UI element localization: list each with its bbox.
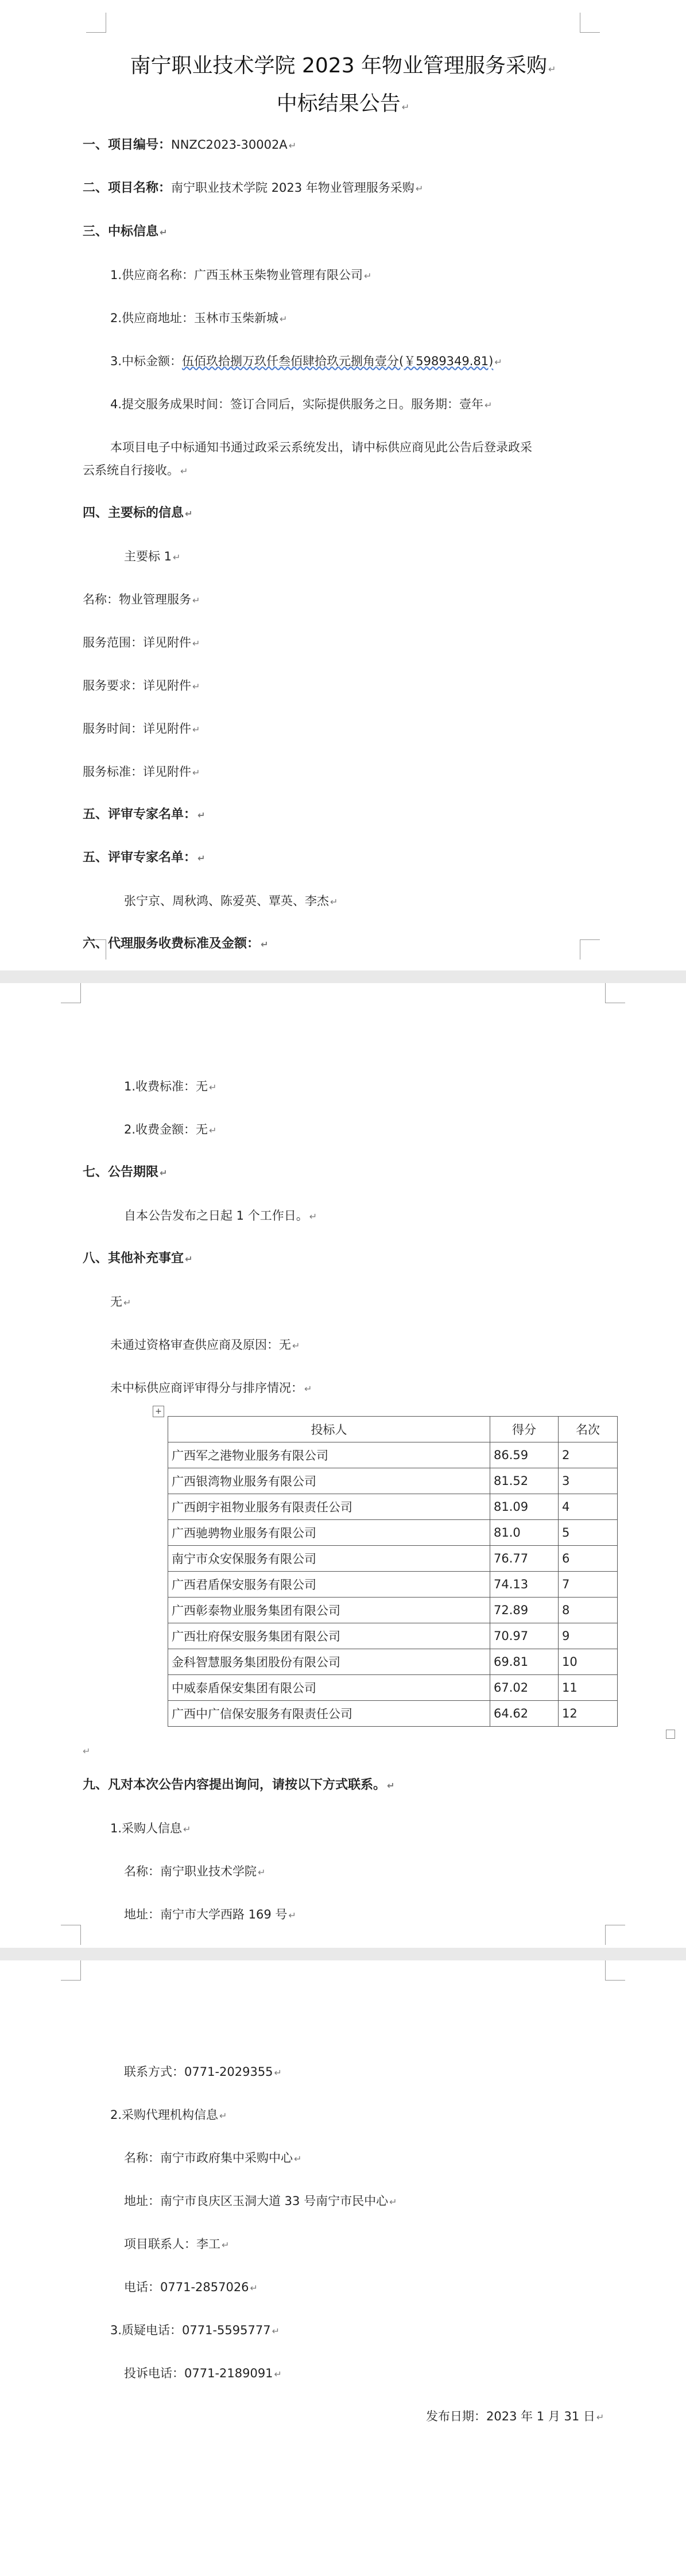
document-title-line-2: 中标结果公告 ↵ bbox=[276, 92, 410, 115]
header-score: 得分 bbox=[490, 1417, 559, 1442]
service-time: 服务时间：详见附件 ↵ bbox=[83, 722, 200, 736]
bidder-score: 81.52 bbox=[490, 1468, 559, 1494]
bidder-rank: 6 bbox=[559, 1546, 618, 1572]
agency-name: 名称：南宁市政府集中采购中心 ↵ bbox=[124, 2151, 302, 2165]
table-row bbox=[168, 1546, 618, 1572]
page-margin-corner bbox=[605, 1960, 625, 1981]
publish-date: 发布日期：2023 年 1 月 31 日 ↵ bbox=[426, 2409, 604, 2423]
bidder-rank: 11 bbox=[559, 1675, 618, 1701]
table-resize-handle[interactable] bbox=[666, 1730, 675, 1739]
bidder-score: 81.09 bbox=[490, 1494, 559, 1520]
buyer-address: 地址：南宁市大学西路 169 号 ↵ bbox=[124, 1908, 296, 1921]
ranking-intro: 未中标供应商评审得分与排序情况： ↵ bbox=[110, 1381, 312, 1395]
bidder-name: 广西军之港物业服务有限公司 bbox=[168, 1442, 490, 1468]
header-rank: 名次 bbox=[559, 1417, 618, 1442]
notice-period-heading: 七、公告期限 ↵ bbox=[83, 1165, 168, 1179]
bidder-score: 64.62 bbox=[490, 1701, 559, 1727]
bidder-rank: 8 bbox=[559, 1598, 618, 1623]
table-row bbox=[168, 1675, 618, 1701]
project-number-line: 一、项目编号：NNZC2023-30002A ↵ bbox=[83, 138, 297, 152]
agency-contact: 项目联系人：李工 ↵ bbox=[124, 2237, 230, 2251]
bidder-name: 广西壮府保安服务集团有限公司 bbox=[168, 1623, 490, 1649]
table-row bbox=[168, 1468, 618, 1494]
page-margin-corner bbox=[605, 983, 625, 1003]
bidder-rank: 3 bbox=[559, 1468, 618, 1494]
document-page-3 bbox=[0, 1960, 686, 2576]
bidder-name: 南宁市众安保服务有限公司 bbox=[168, 1546, 490, 1572]
notice-paragraph-line-2: 云系统自行接收。 ↵ bbox=[83, 463, 188, 477]
page-margin-corner bbox=[605, 1925, 625, 1945]
bidder-rank: 12 bbox=[559, 1701, 618, 1727]
bidder-rank: 10 bbox=[559, 1649, 618, 1675]
service-standard: 服务标准：详见附件 ↵ bbox=[83, 765, 200, 779]
page-margin-corner bbox=[580, 939, 600, 960]
table-row bbox=[168, 1572, 618, 1598]
bidder-score: 69.81 bbox=[490, 1649, 559, 1675]
bidder-name: 金科智慧服务集团股份有限公司 bbox=[168, 1649, 490, 1675]
table-row bbox=[168, 1598, 618, 1623]
winner-info-heading: 三、中标信息 ↵ bbox=[83, 225, 168, 239]
agency-info-heading: 2.采购代理机构信息 ↵ bbox=[110, 2108, 227, 2122]
bidder-name: 广西彰泰物业服务集团有限公司 bbox=[168, 1598, 490, 1623]
report-phone: 投诉电话：0771-2189091 ↵ bbox=[124, 2366, 282, 2380]
winning-amount: 3.中标金额：伍佰玖拾捌万玖仟叁佰肆拾玖元捌角壹分(￥5989349.81) ↵ bbox=[110, 354, 502, 368]
delivery-time: 4.提交服务成果时间：签订合同后，实际提供服务之日。服务期：壹年 ↵ bbox=[110, 397, 493, 411]
bidder-score: 81.0 bbox=[490, 1520, 559, 1546]
bidder-name: 广西银湾物业服务有限公司 bbox=[168, 1468, 490, 1494]
page-margin-corner bbox=[61, 1925, 81, 1945]
page-gap bbox=[0, 1948, 686, 1960]
complaint-phone: 3.质疑电话：0771-5595777 ↵ bbox=[110, 2323, 280, 2337]
notice-period-text: 自本公告发布之日起 1 个工作日。 ↵ bbox=[124, 1209, 317, 1223]
bidder-name: 广西朗宇祖物业服务有限责任公司 bbox=[168, 1494, 490, 1520]
agency-phone: 电话：0771-2857026 ↵ bbox=[124, 2280, 258, 2294]
bidder-score: 86.59 bbox=[490, 1442, 559, 1468]
table-move-handle[interactable]: + bbox=[153, 1406, 164, 1417]
bidder-score: 70.97 bbox=[490, 1623, 559, 1649]
page-margin-corner bbox=[86, 13, 106, 33]
bidder-score: 72.89 bbox=[490, 1598, 559, 1623]
other-matters-heading: 八、其他补充事宜 ↵ bbox=[83, 1251, 193, 1266]
other-matters-none: 无 ↵ bbox=[110, 1295, 131, 1309]
experts-list: 张宁京、周秋鸿、陈爱英、覃英、李杰 ↵ bbox=[124, 894, 338, 908]
buyer-phone: 联系方式：0771-2029355 ↵ bbox=[124, 2065, 282, 2079]
page-margin-corner bbox=[580, 13, 600, 33]
bidder-ranking-table bbox=[168, 1416, 618, 1727]
fee-standard: 1.收费标准：无 ↵ bbox=[124, 1080, 217, 1093]
project-name-line: 二、项目名称：南宁职业技术学院 2023 年物业管理服务采购 ↵ bbox=[83, 181, 424, 195]
paragraph-mark: ↵ bbox=[83, 1746, 91, 1757]
table-row bbox=[168, 1701, 618, 1727]
supplier-name: 1.供应商名称：广西玉林玉柴物业管理有限公司 ↵ bbox=[110, 268, 372, 282]
table-row bbox=[168, 1623, 618, 1649]
bidder-name: 广西驰骋物业服务有限公司 bbox=[168, 1520, 490, 1546]
buyer-info-heading: 1.采购人信息 ↵ bbox=[110, 1821, 191, 1835]
agency-fee-heading: 六、代理服务收费标准及金额： ↵ bbox=[83, 937, 269, 951]
bidder-score: 74.13 bbox=[490, 1572, 559, 1598]
service-requirement: 服务要求：详见附件 ↵ bbox=[83, 679, 200, 693]
experts-heading: 五、评审专家名单： ↵ bbox=[83, 807, 206, 822]
experts-heading: 五、评审专家名单： ↵ bbox=[83, 850, 206, 865]
notice-paragraph-line-1: 本项目电子中标通知书通过政采云系统发出，请中标供应商见此公告后登录政采 bbox=[110, 440, 532, 454]
table-header-row bbox=[168, 1417, 618, 1442]
agency-address: 地址：南宁市良庆区玉洞大道 33 号南宁市民中心 ↵ bbox=[124, 2194, 397, 2208]
document-title-line-1: 南宁职业技术学院 2023 年物业管理服务采购 ↵ bbox=[130, 54, 556, 78]
table-row bbox=[168, 1520, 618, 1546]
bidder-rank: 9 bbox=[559, 1623, 618, 1649]
page-gap bbox=[0, 970, 686, 983]
main-target-heading: 四、主要标的信息 ↵ bbox=[83, 506, 193, 520]
page-margin-corner bbox=[61, 983, 81, 1003]
target-name: 名称：物业管理服务 ↵ bbox=[83, 593, 200, 606]
bidder-rank: 7 bbox=[559, 1572, 618, 1598]
table-row bbox=[168, 1442, 618, 1468]
bidder-rank: 5 bbox=[559, 1520, 618, 1546]
page-margin-corner bbox=[61, 1960, 81, 1981]
bidder-name: 广西君盾保安服务有限公司 bbox=[168, 1572, 490, 1598]
unqualified-suppliers: 未通过资格审查供应商及原因：无 ↵ bbox=[110, 1338, 300, 1352]
contact-heading: 九、凡对本次公告内容提出询问，请按以下方式联系。 ↵ bbox=[83, 1778, 395, 1792]
main-target-label: 主要标 1 ↵ bbox=[124, 550, 181, 563]
table-row bbox=[168, 1649, 618, 1675]
bidder-score: 76.77 bbox=[490, 1546, 559, 1572]
fee-amount: 2.收费金额：无 ↵ bbox=[124, 1123, 217, 1136]
bidder-rank: 2 bbox=[559, 1442, 618, 1468]
table-row bbox=[168, 1494, 618, 1520]
supplier-address: 2.供应商地址：玉林市玉柴新城 ↵ bbox=[110, 311, 288, 325]
bidder-name: 中威泰盾保安集团有限公司 bbox=[168, 1675, 490, 1701]
service-scope: 服务范围：详见附件 ↵ bbox=[83, 636, 200, 649]
bidder-name: 广西中广信保安服务有限责任公司 bbox=[168, 1701, 490, 1727]
bidder-score: 67.02 bbox=[490, 1675, 559, 1701]
header-bidder: 投标人 bbox=[168, 1417, 490, 1442]
buyer-name: 名称：南宁职业技术学院 ↵ bbox=[124, 1865, 266, 1878]
bidder-rank: 4 bbox=[559, 1494, 618, 1520]
